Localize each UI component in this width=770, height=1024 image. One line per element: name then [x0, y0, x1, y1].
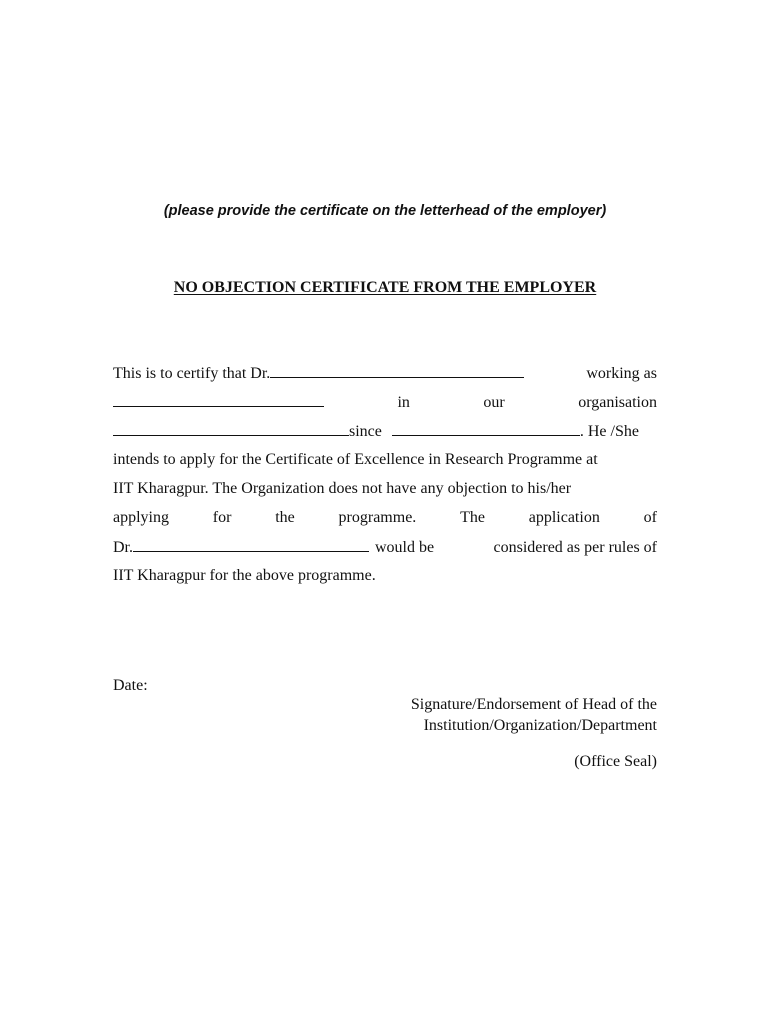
our-text: our	[483, 394, 505, 411]
word: application	[528, 509, 600, 526]
signature-block	[337, 694, 657, 736]
body-line-3	[113, 420, 657, 449]
above-programme-text: IIT Kharagpur for the above programme.	[113, 567, 376, 584]
letterhead-instruction: (please provide the certificate on the letterhead of the employer)	[163, 203, 607, 219]
applicant-name-blank[interactable]	[133, 536, 369, 552]
signature-line-1: Signature/Endorsement of Head of the	[410, 696, 657, 713]
working-as-text: working as	[586, 365, 657, 382]
body-line-1	[113, 362, 657, 391]
word: for	[212, 509, 232, 526]
dr-group	[113, 536, 434, 559]
doctor-name-blank[interactable]	[270, 362, 524, 378]
office-seal-label: (Office Seal)	[574, 753, 657, 770]
body-line-8	[113, 565, 657, 594]
word: The	[460, 509, 485, 526]
word: the	[275, 509, 295, 526]
in-text: in	[397, 394, 410, 411]
intends-text: intends to apply for the Certificate of Excellence in Research Programme at	[113, 451, 598, 468]
would-be-text: would be	[375, 539, 435, 556]
certify-text: This is to certify that Dr.	[113, 365, 271, 382]
organisation-text: organisation	[578, 394, 657, 411]
he-she-text: . He /She	[579, 423, 639, 440]
date-label: Date:	[113, 677, 148, 694]
organisation-name-blank[interactable]	[113, 420, 349, 436]
certificate-body	[113, 362, 657, 594]
designation-blank[interactable]	[113, 391, 324, 407]
since-date-blank[interactable]	[392, 420, 580, 436]
word: of	[643, 509, 657, 526]
body-line-7	[113, 536, 657, 565]
body-line-6	[113, 507, 657, 536]
dr-text: Dr.	[113, 539, 133, 556]
body-line-2	[113, 391, 657, 420]
since-text: since	[349, 423, 382, 440]
word: programme.	[338, 509, 417, 526]
word: applying	[113, 509, 169, 526]
body-line-4	[113, 449, 657, 478]
iit-objection-text: IIT Kharagpur. The Organization does not have any objection to his/her	[113, 480, 572, 497]
considered-text: considered as per rules of	[493, 539, 657, 556]
certificate-title: NO OBJECTION CERTIFICATE FROM THE EMPLOYER	[173, 279, 597, 296]
body-line-5	[113, 478, 657, 507]
signature-line-2: Institution/Organization/Department	[423, 717, 657, 734]
